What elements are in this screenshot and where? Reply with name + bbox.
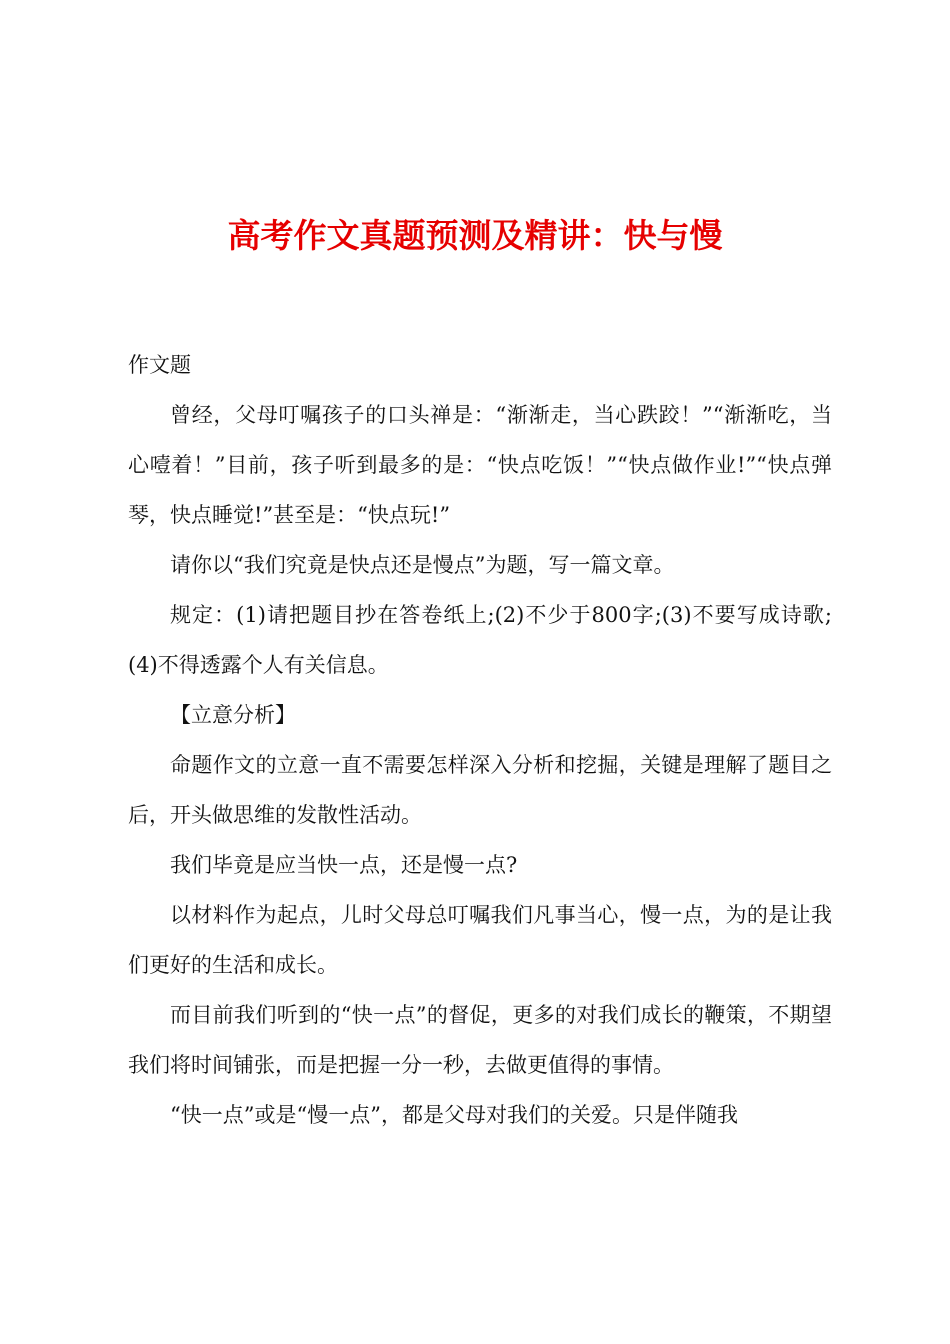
requirements-paragraph: 规定：(1)请把题目抄在答卷纸上;(2)不少于800字;(3)不要写成诗歌;(4)不得透露个人有关信息。 [128,603,832,677]
section-label: 作文题 [128,353,191,377]
task-paragraph: 请你以“我们究竟是快点还是慢点”为题，写一篇文章。 [170,553,675,577]
analysis-paragraph: 命题作文的立意一直不需要怎样深入分析和挖掘，关键是理解了题目之后，开头做思维的发散性活动。 [128,753,832,827]
analysis-paragraph: “快一点”或是“慢一点”，都是父母对我们的关爱。只是伴随我 [170,1103,738,1127]
analysis-paragraph: 我们毕竟是应当快一点，还是慢一点? [170,853,518,877]
analysis-heading: 【立意分析】 [170,703,296,727]
prompt-paragraph: 曾经，父母叮嘱孩子的口头禅是：“渐渐走，当心跌跤！”“渐渐吃，当心噎着！”目前，孩子听到最多的是：“快点吃饭！”“快点做作业!”“快点弹琴，快点睡觉!”甚至是：“快点玩!” [128,403,832,527]
document-body [128,340,832,1140]
document-title: 高考作文真题预测及精讲：快与慢 [227,216,723,255]
analysis-paragraph: 而目前我们听到的“快一点”的督促，更多的对我们成长的鞭策，不期望我们将时间铺张，而是把握一分一秒，去做更值得的事情。 [128,1003,832,1077]
analysis-paragraph: 以材料作为起点，儿时父母总叮嘱我们凡事当心，慢一点，为的是让我们更好的生活和成长。 [128,903,832,977]
